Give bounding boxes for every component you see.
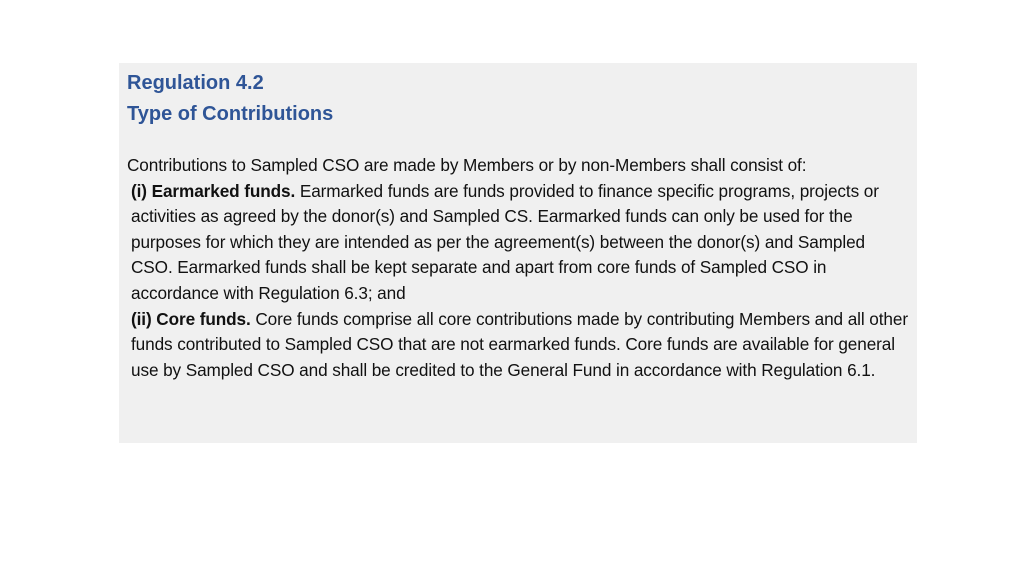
regulation-title: Type of Contributions bbox=[127, 103, 334, 125]
regulation-text-box bbox=[119, 63, 917, 443]
earmarked-funds-label: (i) Earmarked funds. bbox=[131, 180, 296, 201]
regulation-number: Regulation 4.2 bbox=[127, 72, 264, 94]
core-funds-label: (ii) Core funds. bbox=[131, 308, 251, 329]
earmarked-funds-text: Earmarked funds are funds provided to finance specific programs, projects or activities as agreed by the donor(s) and Sampled CS. Earmarked funds can only be used for the purposes for which they are intended as per the agreement(s) between the donor(s) and Sampled CSO. Earmarked funds shall be kept separate and apart from core funds of Sampled CSO in accordance with Regulation 6.3; and bbox=[131, 180, 879, 303]
regulation-heading bbox=[127, 68, 909, 130]
earmarked-funds-paragraph bbox=[127, 179, 909, 307]
core-funds-text: Core funds comprise all core contributions made by contributing Members and all other funds contributed to Sampled CSO that are not earmarked funds. Core funds are available for general use by Sampled CSO and shall be credited to the General Fund in accordance with Regulation 6.1. bbox=[131, 308, 908, 380]
core-funds-paragraph bbox=[127, 307, 909, 384]
regulation-body bbox=[127, 153, 909, 383]
intro-paragraph: Contributions to Sampled CSO are made by Members or by non-Members shall consist of: bbox=[127, 155, 807, 175]
